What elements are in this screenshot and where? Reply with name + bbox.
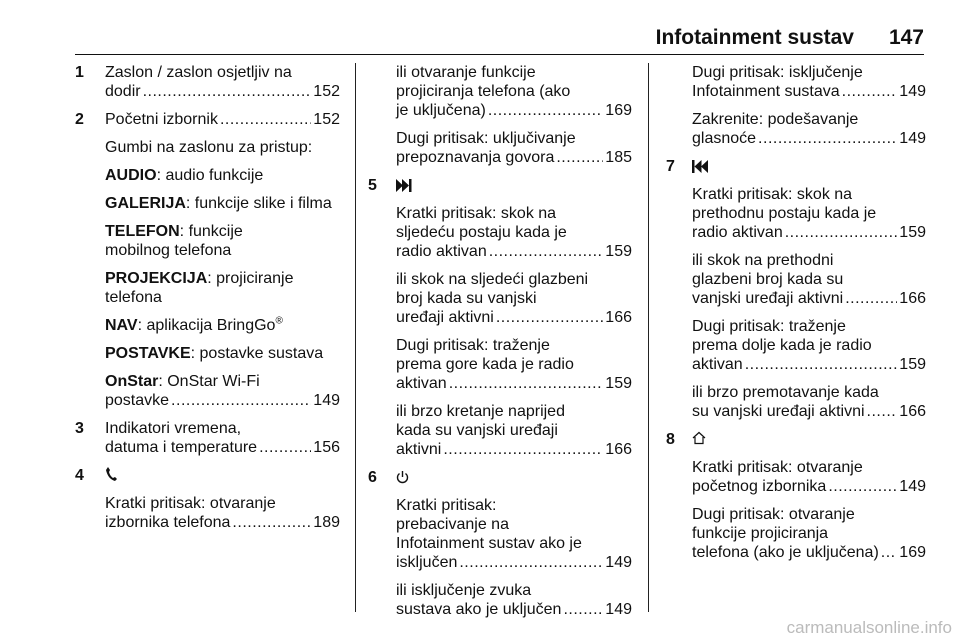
phone-icon xyxy=(105,466,117,487)
text-line: Kratki pritisak: xyxy=(396,497,497,514)
toc-line xyxy=(396,553,632,572)
toc-text: datuma i temperature xyxy=(105,439,258,456)
leader-dots xyxy=(842,82,898,101)
toc-line xyxy=(692,82,926,101)
toc-text: aktivni xyxy=(396,441,442,458)
entry-next-station xyxy=(372,204,632,261)
page-ref[interactable]: 152 xyxy=(313,83,340,100)
item-number: 8 xyxy=(666,431,675,448)
toc-text: vanjski uređaji aktivni xyxy=(692,290,844,307)
leader-dots xyxy=(845,289,897,308)
leader-dots xyxy=(459,553,603,572)
text-line: prebacivanje na xyxy=(396,516,509,533)
keyword: POSTAVKE xyxy=(105,345,191,362)
page-ref[interactable]: 156 xyxy=(313,439,340,456)
item-6 xyxy=(368,468,632,487)
toc-text: sustava ako je uključen xyxy=(396,601,562,618)
skip-forward-icon xyxy=(396,178,412,197)
text-line: projiciranja telefona (ako xyxy=(396,83,571,100)
toc-text: isključen xyxy=(396,554,458,571)
toc-text: glasnoće xyxy=(692,130,757,147)
leader-dots xyxy=(496,308,603,327)
text-line: Kratki pritisak: skok na xyxy=(396,205,557,222)
toc-text: je uključena) xyxy=(396,102,486,119)
page-ref[interactable]: 149 xyxy=(313,392,340,409)
button-nav xyxy=(75,316,340,335)
keyword: AUDIO xyxy=(105,167,157,184)
skip-back-icon xyxy=(692,159,708,178)
page-ref[interactable]: 149 xyxy=(899,478,926,495)
desc: : aplikacija BringGo xyxy=(137,317,276,334)
text-line: glazbeni broj kada su xyxy=(692,271,844,288)
power-icon xyxy=(396,470,409,489)
intro-text xyxy=(75,138,340,157)
text-line: kada su vanjski uređaji xyxy=(396,422,558,439)
home-icon xyxy=(692,431,706,450)
toc-line xyxy=(396,242,632,261)
page-ref[interactable]: 149 xyxy=(899,83,926,100)
entry-prev-station xyxy=(666,185,926,242)
text-line: Dugi pritisak: traženje xyxy=(396,337,550,354)
item-8 xyxy=(666,430,926,449)
toc-text: uređaji aktivni xyxy=(396,309,494,326)
entry-seek-down xyxy=(666,317,926,374)
toc-line xyxy=(692,543,926,562)
page-ref[interactable]: 159 xyxy=(605,375,632,392)
leader-dots xyxy=(232,513,311,532)
item-4 xyxy=(75,466,340,485)
keyword: NAV xyxy=(105,317,138,334)
text-line: ili brzo kretanje naprijed xyxy=(396,403,565,420)
toc-line xyxy=(396,374,632,393)
toc-text: početnog izbornika xyxy=(692,478,827,495)
leader-dots xyxy=(443,440,603,459)
toc-line xyxy=(105,110,340,129)
toc-text: Početni izbornik xyxy=(105,111,218,128)
leader-dots xyxy=(785,223,898,242)
text-line: Dugi pritisak: uključivanje xyxy=(396,130,576,147)
page-ref[interactable]: 189 xyxy=(313,514,340,531)
page-ref[interactable]: 159 xyxy=(605,243,632,260)
entry-projection-long xyxy=(666,505,926,562)
text-line: ili brzo premotavanje kada xyxy=(692,384,879,401)
leader-dots xyxy=(220,110,311,129)
text-line: Kratki pritisak: skok na xyxy=(692,186,853,203)
leader-dots xyxy=(758,129,897,148)
desc: : audio funkcije xyxy=(156,167,264,184)
button-telefon xyxy=(75,222,340,260)
entry-seek-up xyxy=(372,336,632,393)
entry-fast-forward xyxy=(372,402,632,459)
registered-mark: ® xyxy=(275,315,283,327)
toc-text: izbornika telefona xyxy=(105,514,231,531)
page-ref[interactable]: 166 xyxy=(605,441,632,458)
desc: : OnStar Wi-Fi xyxy=(158,373,260,390)
toc-line xyxy=(396,101,632,120)
entry-home xyxy=(666,458,926,496)
text-line: Dugi pritisak: isključenje xyxy=(692,64,863,81)
button-onstar xyxy=(75,372,340,410)
item-number: 7 xyxy=(666,158,675,175)
text-line: broj kada su vanjski xyxy=(396,290,537,307)
button-audio xyxy=(75,166,340,185)
toc-line xyxy=(105,82,340,101)
leader-dots xyxy=(488,101,603,120)
entry-prev-track xyxy=(666,251,926,308)
page-ref[interactable]: 152 xyxy=(313,111,340,128)
text-line: ili otvaranje funkcije xyxy=(396,64,536,81)
watermark: carmanualsonline.info xyxy=(786,618,952,637)
item-number: 5 xyxy=(368,177,377,194)
leader-dots xyxy=(489,242,604,261)
page-ref[interactable]: 185 xyxy=(605,149,632,166)
leader-dots xyxy=(745,355,898,374)
item-number: 3 xyxy=(75,420,84,437)
toc-line xyxy=(396,440,632,459)
text-line: prethodnu postaju kada je xyxy=(692,205,877,222)
toc-line xyxy=(692,129,926,148)
toc-line xyxy=(105,391,340,410)
toc-line xyxy=(105,513,340,532)
text-line: prema dolje kada je radio xyxy=(692,337,872,354)
toc-line xyxy=(692,355,926,374)
item-5 xyxy=(368,176,632,195)
toc-text: aktivan xyxy=(692,356,743,373)
column-2 xyxy=(368,63,632,628)
page-ref[interactable]: 149 xyxy=(605,601,632,618)
leader-dots xyxy=(259,438,311,457)
text-line: funkcije projiciranja xyxy=(692,525,829,542)
toc-text: su vanjski uređaji aktivni xyxy=(692,403,865,420)
page-ref[interactable]: 166 xyxy=(605,309,632,326)
page-ref[interactable]: 166 xyxy=(899,403,926,420)
item-text: Indikatori vremena, xyxy=(105,420,242,437)
leader-dots xyxy=(556,148,603,167)
item-3 xyxy=(75,419,340,457)
entry-voice xyxy=(372,129,632,167)
entry-rewind xyxy=(666,383,926,421)
column-1 xyxy=(75,63,340,541)
entry-volume xyxy=(666,110,926,148)
page-ref[interactable]: 166 xyxy=(899,290,926,307)
page-number: 147 xyxy=(888,26,924,49)
column-divider xyxy=(355,63,356,612)
desc: : funkcije xyxy=(179,223,243,240)
button-galerija xyxy=(75,194,340,213)
page-ref[interactable]: 159 xyxy=(899,356,926,373)
leader-dots xyxy=(881,543,898,562)
page-ref[interactable]: 169 xyxy=(899,544,926,561)
text-line: ili skok na prethodni xyxy=(692,252,834,269)
toc-text: aktivan xyxy=(396,375,447,392)
item-number: 4 xyxy=(75,467,84,484)
page-ref[interactable]: 159 xyxy=(899,224,926,241)
item-text: Kratki pritisak: otvaranje xyxy=(105,495,276,512)
toc-line xyxy=(692,402,926,421)
keyword: OnStar xyxy=(105,373,159,390)
page-header xyxy=(75,24,924,55)
column-3 xyxy=(666,63,926,571)
entry-power-on xyxy=(372,496,632,572)
toc-line xyxy=(692,289,926,308)
entry-mute xyxy=(372,581,632,619)
text-line: Infotainment sustav ako je xyxy=(396,535,582,552)
keyword: GALERIJA xyxy=(105,195,186,212)
item-number: 6 xyxy=(368,469,377,486)
text-line: Dugi pritisak: traženje xyxy=(692,318,846,335)
toc-line xyxy=(396,148,632,167)
desc: : projiciranje xyxy=(207,270,294,287)
item-number: 2 xyxy=(75,111,84,128)
entry-power-off xyxy=(666,63,926,101)
button-postavke xyxy=(75,344,340,363)
section-title: Infotainment sustav xyxy=(655,26,854,49)
item-1 xyxy=(75,63,340,101)
item-number: 1 xyxy=(75,64,84,81)
leader-dots xyxy=(143,82,312,101)
page-ref[interactable]: 149 xyxy=(899,130,926,147)
desc: : postavke sustava xyxy=(190,345,324,362)
entry-projection xyxy=(372,63,632,120)
text-line: prema gore kada je radio xyxy=(396,356,574,373)
toc-line xyxy=(692,477,926,496)
text-line: ili skok na sljedeći glazbeni xyxy=(396,271,589,288)
column-divider xyxy=(648,63,649,612)
item-2 xyxy=(75,110,340,129)
leader-dots xyxy=(171,391,311,410)
page-ref[interactable]: 149 xyxy=(605,554,632,571)
item-4-desc xyxy=(75,494,340,532)
button-projekcija xyxy=(75,269,340,307)
desc: : funkcije slike i filma xyxy=(185,195,332,212)
toc-line xyxy=(105,438,340,457)
keyword: PROJEKCIJA xyxy=(105,270,208,287)
toc-text: radio aktivan xyxy=(396,243,487,260)
leader-dots xyxy=(867,402,898,421)
toc-line xyxy=(396,600,632,619)
toc-text: telefona (ako je uključena) xyxy=(692,544,879,561)
toc-line xyxy=(396,308,632,327)
entry-next-track xyxy=(372,270,632,327)
item-text: Zaslon / zaslon osjetljiv na xyxy=(105,64,292,81)
text-line: Zakrenite: podešavanje xyxy=(692,111,859,128)
desc-line: mobilnog telefona xyxy=(105,242,232,259)
toc-text: postavke xyxy=(105,392,170,409)
toc-text: Infotainment sustava xyxy=(692,83,840,100)
intro-line: Gumbi na zaslonu za pristup: xyxy=(105,139,313,156)
item-7 xyxy=(666,157,926,176)
page-ref[interactable]: 169 xyxy=(605,102,632,119)
desc-line: telefona xyxy=(105,289,162,306)
text-line: Kratki pritisak: otvaranje xyxy=(692,459,863,476)
toc-text: dodir xyxy=(105,83,141,100)
toc-text: prepoznavanja govora xyxy=(396,149,555,166)
leader-dots xyxy=(449,374,604,393)
keyword: TELEFON xyxy=(105,223,180,240)
leader-dots xyxy=(828,477,897,496)
text-line: Dugi pritisak: otvaranje xyxy=(692,506,855,523)
toc-line xyxy=(692,223,926,242)
text-line: ili isključenje zvuka xyxy=(396,582,532,599)
toc-text: radio aktivan xyxy=(692,224,783,241)
leader-dots xyxy=(563,600,603,619)
text-line: sljedeću postaju kada je xyxy=(396,224,567,241)
